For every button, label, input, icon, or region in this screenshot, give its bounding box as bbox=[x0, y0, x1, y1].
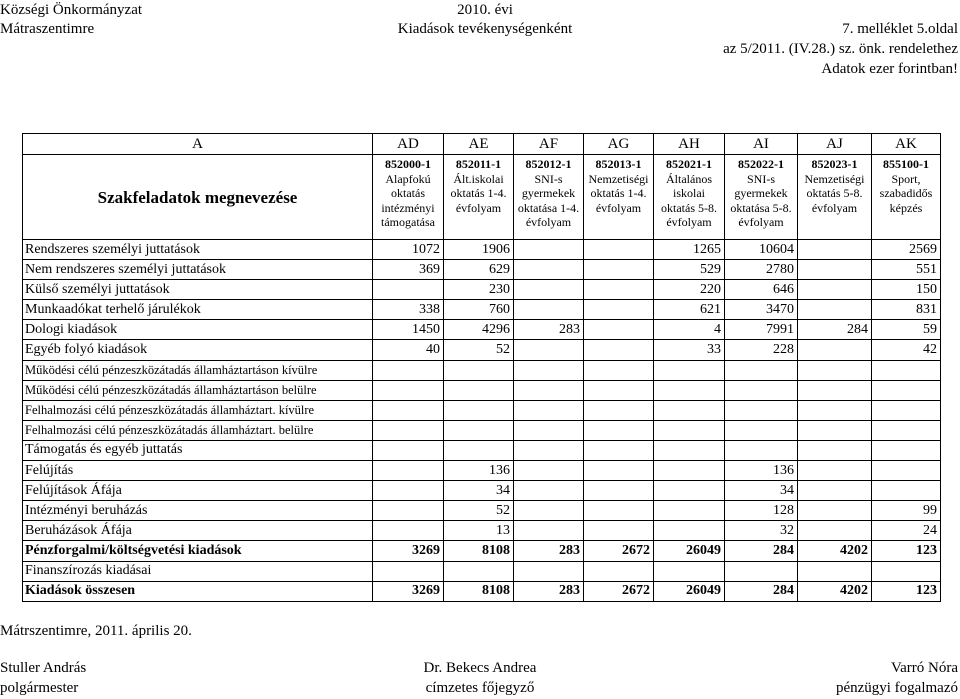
value-cell bbox=[725, 400, 798, 420]
value-cell bbox=[514, 340, 584, 360]
value-cell bbox=[872, 440, 941, 460]
value-cell: 551 bbox=[872, 260, 941, 280]
value-cell bbox=[798, 260, 872, 280]
value-cell bbox=[373, 501, 444, 521]
column-name: Nemzetiségi oktatás 5-8. évfolyam bbox=[804, 171, 865, 215]
column-name: SNI-s gyermekek oktatása 1-4. évfolyam bbox=[517, 171, 580, 229]
value-cell: 24 bbox=[872, 521, 941, 541]
column-header bbox=[444, 155, 514, 240]
value-cell bbox=[725, 561, 798, 581]
value-cell: 150 bbox=[872, 280, 941, 300]
value-cell bbox=[444, 420, 514, 440]
value-cell: 99 bbox=[872, 501, 941, 521]
table-row bbox=[23, 260, 941, 280]
column-header bbox=[584, 155, 654, 240]
column-letter: AE bbox=[444, 134, 514, 155]
value-cell bbox=[514, 501, 584, 521]
value-cell bbox=[514, 481, 584, 501]
value-cell bbox=[584, 461, 654, 481]
signer-finance-name: Varró Nóra bbox=[890, 660, 958, 676]
value-cell bbox=[584, 320, 654, 340]
value-cell: 4202 bbox=[798, 581, 872, 601]
value-cell bbox=[584, 561, 654, 581]
value-cell: 831 bbox=[872, 300, 941, 320]
value-cell: 646 bbox=[725, 280, 798, 300]
table-row bbox=[23, 320, 941, 340]
value-cell bbox=[798, 481, 872, 501]
value-cell: 1072 bbox=[373, 240, 444, 260]
table-row bbox=[23, 581, 941, 601]
row-label: Felújítás bbox=[23, 461, 373, 481]
value-cell bbox=[798, 240, 872, 260]
value-cell bbox=[654, 461, 725, 481]
units-note: Adatok ezer forintban! bbox=[821, 61, 958, 77]
value-cell bbox=[373, 461, 444, 481]
signer-mayor-name: Stuller András bbox=[0, 660, 87, 676]
value-cell bbox=[514, 521, 584, 541]
column-name: Sport, szabadidős képzés bbox=[879, 171, 933, 215]
value-cell: 283 bbox=[514, 541, 584, 561]
value-cell bbox=[654, 521, 725, 541]
value-cell bbox=[584, 481, 654, 501]
value-cell bbox=[584, 300, 654, 320]
report-year: 2010. évi bbox=[457, 2, 513, 18]
value-cell: 2672 bbox=[584, 541, 654, 561]
value-cell bbox=[725, 420, 798, 440]
value-cell: 13 bbox=[444, 521, 514, 541]
column-letter: AG bbox=[584, 134, 654, 155]
appendix-label: 7. melléklet 5.oldal bbox=[842, 21, 958, 37]
value-cell bbox=[725, 360, 798, 380]
value-cell bbox=[654, 400, 725, 420]
value-cell: 136 bbox=[444, 461, 514, 481]
value-cell: 1906 bbox=[444, 240, 514, 260]
signer-notary-title: címzetes főjegyző bbox=[425, 680, 535, 696]
table-row bbox=[23, 380, 941, 400]
value-cell bbox=[373, 400, 444, 420]
value-cell: 284 bbox=[798, 320, 872, 340]
value-cell bbox=[798, 380, 872, 400]
table-row bbox=[23, 420, 941, 440]
signer-finance-title: pénzügyi fogalmazó bbox=[835, 680, 958, 696]
value-cell bbox=[444, 360, 514, 380]
column-letter: AD bbox=[373, 134, 444, 155]
row-label: Felújítások Áfája bbox=[23, 481, 373, 501]
row-label: Intézményi beruházás bbox=[23, 501, 373, 521]
value-cell: 4202 bbox=[798, 541, 872, 561]
value-cell: 283 bbox=[514, 320, 584, 340]
row-label: Felhalmozási célú pénzeszközátadás államháztart. kívülre bbox=[23, 400, 373, 420]
value-cell: 8108 bbox=[444, 581, 514, 601]
value-cell: 284 bbox=[725, 541, 798, 561]
value-cell bbox=[798, 521, 872, 541]
value-cell bbox=[444, 561, 514, 581]
table-row bbox=[23, 240, 941, 260]
value-cell bbox=[373, 521, 444, 541]
value-cell bbox=[872, 360, 941, 380]
place-date: Mátrszentimre, 2011. április 20. bbox=[0, 623, 192, 639]
column-header bbox=[654, 155, 725, 240]
row-label: Munkaadókat terhelő járulékok bbox=[23, 300, 373, 320]
table-row bbox=[23, 541, 941, 561]
value-cell bbox=[872, 380, 941, 400]
column-code: 852011-1 bbox=[455, 157, 502, 171]
value-cell bbox=[444, 440, 514, 460]
value-cell bbox=[373, 440, 444, 460]
value-cell bbox=[654, 481, 725, 501]
value-cell: 284 bbox=[725, 581, 798, 601]
row-label: Rendszeres személyi juttatások bbox=[23, 240, 373, 260]
value-cell bbox=[514, 561, 584, 581]
value-cell: 4 bbox=[654, 320, 725, 340]
column-code: 852013-1 bbox=[595, 157, 642, 171]
column-header bbox=[373, 155, 444, 240]
value-cell bbox=[514, 461, 584, 481]
row-label: Dologi kiadások bbox=[23, 320, 373, 340]
value-cell: 136 bbox=[725, 461, 798, 481]
value-cell: 52 bbox=[444, 340, 514, 360]
value-cell: 629 bbox=[444, 260, 514, 280]
value-cell: 128 bbox=[725, 501, 798, 521]
value-cell bbox=[514, 260, 584, 280]
column-code: 852023-1 bbox=[811, 157, 858, 171]
value-cell bbox=[798, 461, 872, 481]
value-cell bbox=[584, 440, 654, 460]
table-row bbox=[23, 481, 941, 501]
value-cell: 26049 bbox=[654, 541, 725, 561]
value-cell: 32 bbox=[725, 521, 798, 541]
value-cell: 2672 bbox=[584, 581, 654, 601]
value-cell bbox=[444, 380, 514, 400]
report-title: Kiadások tevékenységenként bbox=[397, 21, 573, 37]
value-cell bbox=[872, 561, 941, 581]
value-cell: 123 bbox=[872, 581, 941, 601]
table-row bbox=[23, 521, 941, 541]
value-cell bbox=[514, 440, 584, 460]
column-letters-row bbox=[23, 134, 941, 155]
value-cell bbox=[584, 360, 654, 380]
value-cell bbox=[584, 501, 654, 521]
column-header bbox=[725, 155, 798, 240]
value-cell bbox=[798, 400, 872, 420]
value-cell bbox=[373, 360, 444, 380]
decree-label: az 5/2011. (IV.28.) sz. önk. rendelethez bbox=[723, 41, 958, 57]
value-cell bbox=[373, 481, 444, 501]
value-cell: 40 bbox=[373, 340, 444, 360]
value-cell bbox=[654, 561, 725, 581]
value-cell bbox=[798, 340, 872, 360]
row-label: Támogatás és egyéb juttatás bbox=[23, 440, 373, 460]
value-cell bbox=[872, 481, 941, 501]
value-cell: 123 bbox=[872, 541, 941, 561]
column-letter: AF bbox=[514, 134, 584, 155]
column-code: 855100-1 bbox=[883, 157, 929, 171]
value-cell bbox=[514, 360, 584, 380]
value-cell bbox=[584, 380, 654, 400]
row-label: Pénzforgalmi/költségvetési kiadások bbox=[23, 541, 373, 561]
signer-mayor-title: polgármester bbox=[0, 680, 79, 696]
signer-notary-name: Dr. Bekecs Andrea bbox=[423, 660, 537, 676]
value-cell bbox=[798, 420, 872, 440]
value-cell bbox=[514, 420, 584, 440]
value-cell bbox=[654, 420, 725, 440]
column-header bbox=[872, 155, 941, 240]
expenses-table bbox=[22, 133, 941, 602]
value-cell: 228 bbox=[725, 340, 798, 360]
column-header-row bbox=[23, 155, 941, 240]
value-cell: 8108 bbox=[444, 541, 514, 561]
column-header bbox=[798, 155, 872, 240]
value-cell bbox=[584, 240, 654, 260]
value-cell: 3470 bbox=[725, 300, 798, 320]
column-name: Ált.iskolai oktatás 1-4. évfolyam bbox=[450, 171, 507, 215]
table-row bbox=[23, 440, 941, 460]
row-label: Felhalmozási célú pénzeszközátadás államháztart. belülre bbox=[23, 420, 373, 440]
table-row bbox=[23, 400, 941, 420]
org-location: Mátraszentimre bbox=[0, 21, 95, 37]
value-cell bbox=[725, 380, 798, 400]
value-cell bbox=[444, 400, 514, 420]
value-cell: 26049 bbox=[654, 581, 725, 601]
column-letter: A bbox=[23, 134, 373, 155]
value-cell bbox=[514, 240, 584, 260]
value-cell bbox=[584, 521, 654, 541]
value-cell: 369 bbox=[373, 260, 444, 280]
column-letter: AI bbox=[725, 134, 798, 155]
value-cell bbox=[654, 501, 725, 521]
column-name: Nemzetiségi oktatás 1-4. évfolyam bbox=[588, 171, 649, 215]
value-cell bbox=[798, 300, 872, 320]
column-letter: AH bbox=[654, 134, 725, 155]
value-cell bbox=[514, 400, 584, 420]
column-code: 852021-1 bbox=[666, 157, 712, 171]
row-label: Kiadások összesen bbox=[23, 581, 373, 601]
table-row bbox=[23, 280, 941, 300]
row-label: Nem rendszeres személyi juttatások bbox=[23, 260, 373, 280]
value-cell: 230 bbox=[444, 280, 514, 300]
row-label: Beruházások Áfája bbox=[23, 521, 373, 541]
value-cell: 52 bbox=[444, 501, 514, 521]
table-row bbox=[23, 501, 941, 521]
column-name: SNI-s gyermekek oktatása 5-8. évfolyam bbox=[730, 171, 792, 229]
value-cell bbox=[584, 260, 654, 280]
value-cell: 3269 bbox=[373, 581, 444, 601]
org-name: Községi Önkormányzat bbox=[0, 2, 143, 18]
value-cell bbox=[798, 561, 872, 581]
column-code: 852012-1 bbox=[525, 157, 572, 171]
table-row bbox=[23, 561, 941, 581]
row-label-header: Szakfeladatok megnevezése bbox=[23, 155, 373, 240]
table-row bbox=[23, 340, 941, 360]
value-cell: 34 bbox=[444, 481, 514, 501]
value-cell bbox=[514, 280, 584, 300]
value-cell: 33 bbox=[654, 340, 725, 360]
value-cell: 2780 bbox=[725, 260, 798, 280]
value-cell: 2569 bbox=[872, 240, 941, 260]
value-cell: 338 bbox=[373, 300, 444, 320]
value-cell bbox=[654, 440, 725, 460]
column-letter: AJ bbox=[798, 134, 872, 155]
row-label: Egyéb folyó kiadások bbox=[23, 340, 373, 360]
value-cell: 283 bbox=[514, 581, 584, 601]
value-cell bbox=[798, 440, 872, 460]
value-cell bbox=[872, 461, 941, 481]
value-cell bbox=[584, 400, 654, 420]
value-cell: 3269 bbox=[373, 541, 444, 561]
column-header bbox=[514, 155, 584, 240]
row-label: Finanszírozás kiadásai bbox=[23, 561, 373, 581]
value-cell bbox=[798, 360, 872, 380]
column-name: Általános iskolai oktatás 5-8. évfolyam bbox=[661, 171, 717, 229]
value-cell bbox=[514, 300, 584, 320]
value-cell bbox=[373, 561, 444, 581]
value-cell: 4296 bbox=[444, 320, 514, 340]
value-cell: 7991 bbox=[725, 320, 798, 340]
column-name: Alapfokú oktatás intézményi támogatása bbox=[381, 171, 435, 229]
row-label: Működési célú pénzeszközátadás államháztartáson belülre bbox=[23, 380, 373, 400]
column-code: 852000-1 bbox=[385, 157, 431, 171]
table-row bbox=[23, 300, 941, 320]
value-cell bbox=[872, 420, 941, 440]
value-cell: 10604 bbox=[725, 240, 798, 260]
row-label: Külső személyi juttatások bbox=[23, 280, 373, 300]
value-cell: 621 bbox=[654, 300, 725, 320]
value-cell: 760 bbox=[444, 300, 514, 320]
value-cell: 529 bbox=[654, 260, 725, 280]
value-cell bbox=[584, 420, 654, 440]
table-row bbox=[23, 461, 941, 481]
value-cell bbox=[514, 380, 584, 400]
row-label: Működési célú pénzeszközátadás államháztartáson kívülre bbox=[23, 360, 373, 380]
column-code: 852022-1 bbox=[738, 157, 784, 171]
value-cell bbox=[798, 280, 872, 300]
value-cell: 42 bbox=[872, 340, 941, 360]
value-cell bbox=[373, 380, 444, 400]
value-cell: 220 bbox=[654, 280, 725, 300]
value-cell: 1450 bbox=[373, 320, 444, 340]
value-cell: 59 bbox=[872, 320, 941, 340]
value-cell: 1265 bbox=[654, 240, 725, 260]
value-cell bbox=[654, 360, 725, 380]
column-letter: AK bbox=[872, 134, 941, 155]
value-cell bbox=[584, 340, 654, 360]
value-cell bbox=[725, 440, 798, 460]
value-cell bbox=[654, 380, 725, 400]
table-row bbox=[23, 360, 941, 380]
value-cell bbox=[584, 280, 654, 300]
value-cell bbox=[872, 400, 941, 420]
value-cell bbox=[798, 501, 872, 521]
value-cell bbox=[373, 280, 444, 300]
value-cell: 34 bbox=[725, 481, 798, 501]
value-cell bbox=[373, 420, 444, 440]
